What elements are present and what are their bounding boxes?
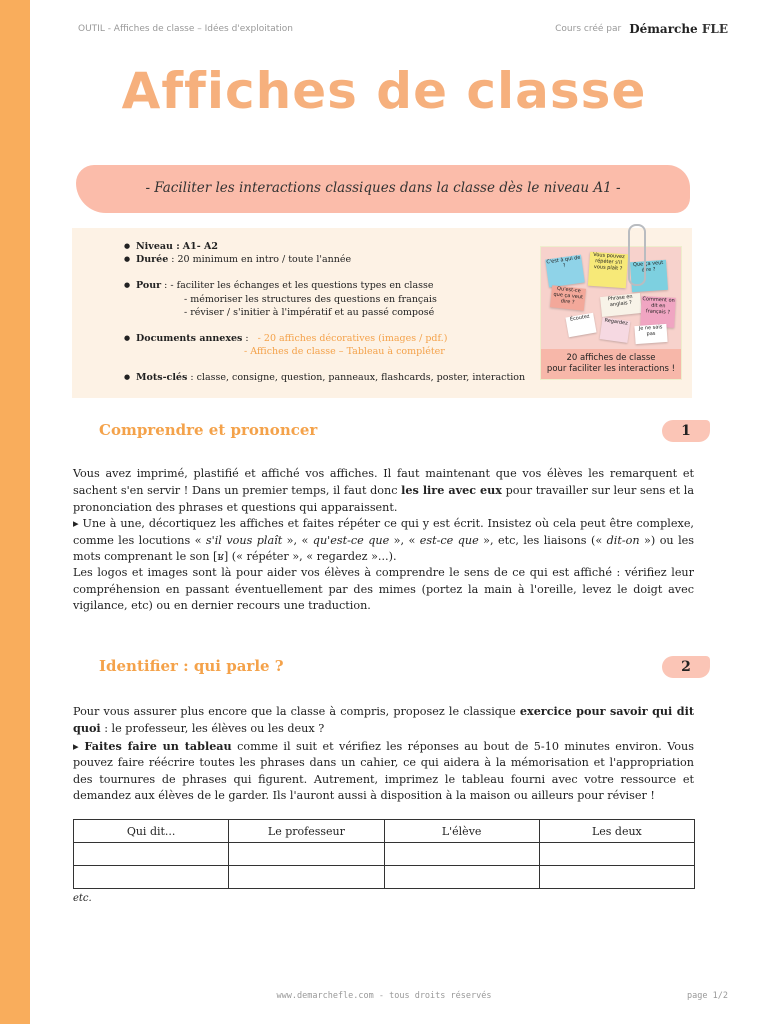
bullet-icon: ● (124, 255, 131, 264)
paragraph: Vous avez imprimé, plastifié et affiché vos affiches. Il faut maintenant que vos élèves les remarquent et sachent s'en servir ! Dans un premier temps, il faut donc les lire avec eux pour travailler sur leur sens et la prononciation des phrases et questions qui apparaissent. (73, 467, 694, 514)
bullet-icon: ● (124, 242, 131, 250)
info-documents: ● Documents annexes : - 20 affiches décoratives (images / pdf.) (124, 333, 448, 345)
table-header-row (74, 820, 695, 843)
brand-logo: Démarche FLE (629, 22, 728, 36)
paragraph: ▸ Faites faire un tableau comme il suit et vérifiez les réponses au bout de 5-10 minutes environ. Vous pouvez faire réécrire toutes les phrases dans un cahier, ce qui aidera à la mémorisation et l'appropriation des tournures de phrases qui figurent. Autrement, imprimez le tableau fourni avec votre ressource et demandez aux élèves de le garder. Ils l'auront aussi à disposition à la maison ou ailleurs pour réviser ! (73, 738, 694, 803)
table-header: L'élève (384, 820, 539, 843)
info-mots-cles: ● Mots-clés : classe, consigne, question, panneaux, flashcards, poster, interaction (124, 372, 526, 384)
table-cell (384, 866, 539, 889)
credit-label: Cours créé par (555, 24, 622, 34)
table-header: Qui dit... (74, 820, 229, 843)
posters-thumbnail (540, 246, 682, 380)
poster-card: Comment on dit en français ? (640, 296, 676, 328)
table-row (74, 843, 695, 866)
page-subtitle: - Faciliter les interactions classiques dans la classe dès le niveau A1 - (145, 180, 621, 196)
poster-card: Phrase en anglais ? (600, 293, 642, 317)
author-credit (555, 22, 728, 36)
side-accent-bar (0, 0, 30, 1024)
course-info (124, 240, 525, 385)
info-pour-line: - réviser / s'initier à l'impératif et au passé composé (184, 306, 435, 318)
poster-card: Regardez (600, 317, 631, 343)
section-number-2: 2 (662, 656, 710, 678)
poster-card: Écoutez (565, 313, 596, 338)
bullet-icon: ● (124, 334, 131, 343)
paragraph: ▸ Une à une, décortiquez les affiches et faites répéter ce qui y est écrit. Insistez où cela peut être complexe, comme les locutions « s'il vous plaît », « qu'est-ce que », « est-ce que », etc, les liaisons (« dit-on ») ou les mots comprenant le son [ʁ] (« répéter », « regardez »...). (73, 517, 695, 564)
bullet-icon: ● (124, 373, 131, 382)
page-title: Affiches de classe (121, 62, 647, 120)
poster-card: Je ne sais pas (634, 324, 667, 344)
thumbnail-caption: 20 affiches de classe pour faciliter les interactions ! (541, 349, 681, 379)
table-row (74, 866, 695, 889)
document-link[interactable]: - Affiches de classe – Tableau à compléter (244, 346, 445, 358)
table-header: Les deux (539, 820, 694, 843)
poster-card: C'est à qui de ? (545, 255, 585, 288)
table-cell (229, 843, 384, 866)
table-cell (539, 843, 694, 866)
paragraph: Pour vous assurer plus encore que la classe à compris, proposez le classique exercice pour savoir qui dit quoi : le professeur, les élèves ou les deux ? (73, 704, 694, 736)
table-cell (384, 843, 539, 866)
poster-card: Vous pouvez répéter s'il vous plaît ? (588, 252, 628, 289)
section-number-1: 1 (662, 420, 710, 442)
table-cell (229, 866, 384, 889)
table-header: Le professeur (229, 820, 384, 843)
info-pour-line: - mémoriser les structures des questions en français (184, 293, 437, 305)
table-cell (74, 866, 229, 889)
table-cell (74, 843, 229, 866)
paragraph: Les logos et images sont là pour aider vos élèves à comprendre le sens de ce qui est affiché : vérifiez leur compréhension en passant éventuellement par des mimes (portez la main à l'oreille, levez le doigt avec vigilance, etc) ou en dernier recours une traduction. (73, 566, 694, 613)
bullet-icon: ● (124, 281, 131, 290)
info-niveau: ● Niveau : A1- A2 (124, 241, 218, 252)
table-etc-note: etc. (73, 893, 92, 904)
poster-card: Qu'est-ce que ça veut dire ? (550, 285, 586, 310)
section-1-text (73, 466, 694, 615)
paperclip-icon (628, 224, 646, 286)
table-cell (539, 866, 694, 889)
poster-card: Que ça veut dire ? (630, 260, 668, 292)
who-says-table (73, 819, 695, 889)
info-duree: ● Durée : 20 minimum en intro / toute l'année (124, 254, 352, 266)
page-number: page 1/2 (687, 991, 728, 1001)
section-title-1: Comprendre et prononcer (99, 421, 318, 439)
document-link[interactable]: - 20 affiches décoratives (images / pdf.) (257, 333, 448, 345)
info-pour: ● Pour : - faciliter les échanges et les questions types en classe (124, 280, 434, 292)
section-title-2: Identifier : qui parle ? (99, 657, 284, 675)
footer-copyright: www.demarchefle.com - tous droits réservés (276, 991, 492, 1001)
document-header: OUTIL - Affiches de classe – Idées d'exploitation (78, 24, 294, 34)
section-2-text (73, 703, 694, 804)
